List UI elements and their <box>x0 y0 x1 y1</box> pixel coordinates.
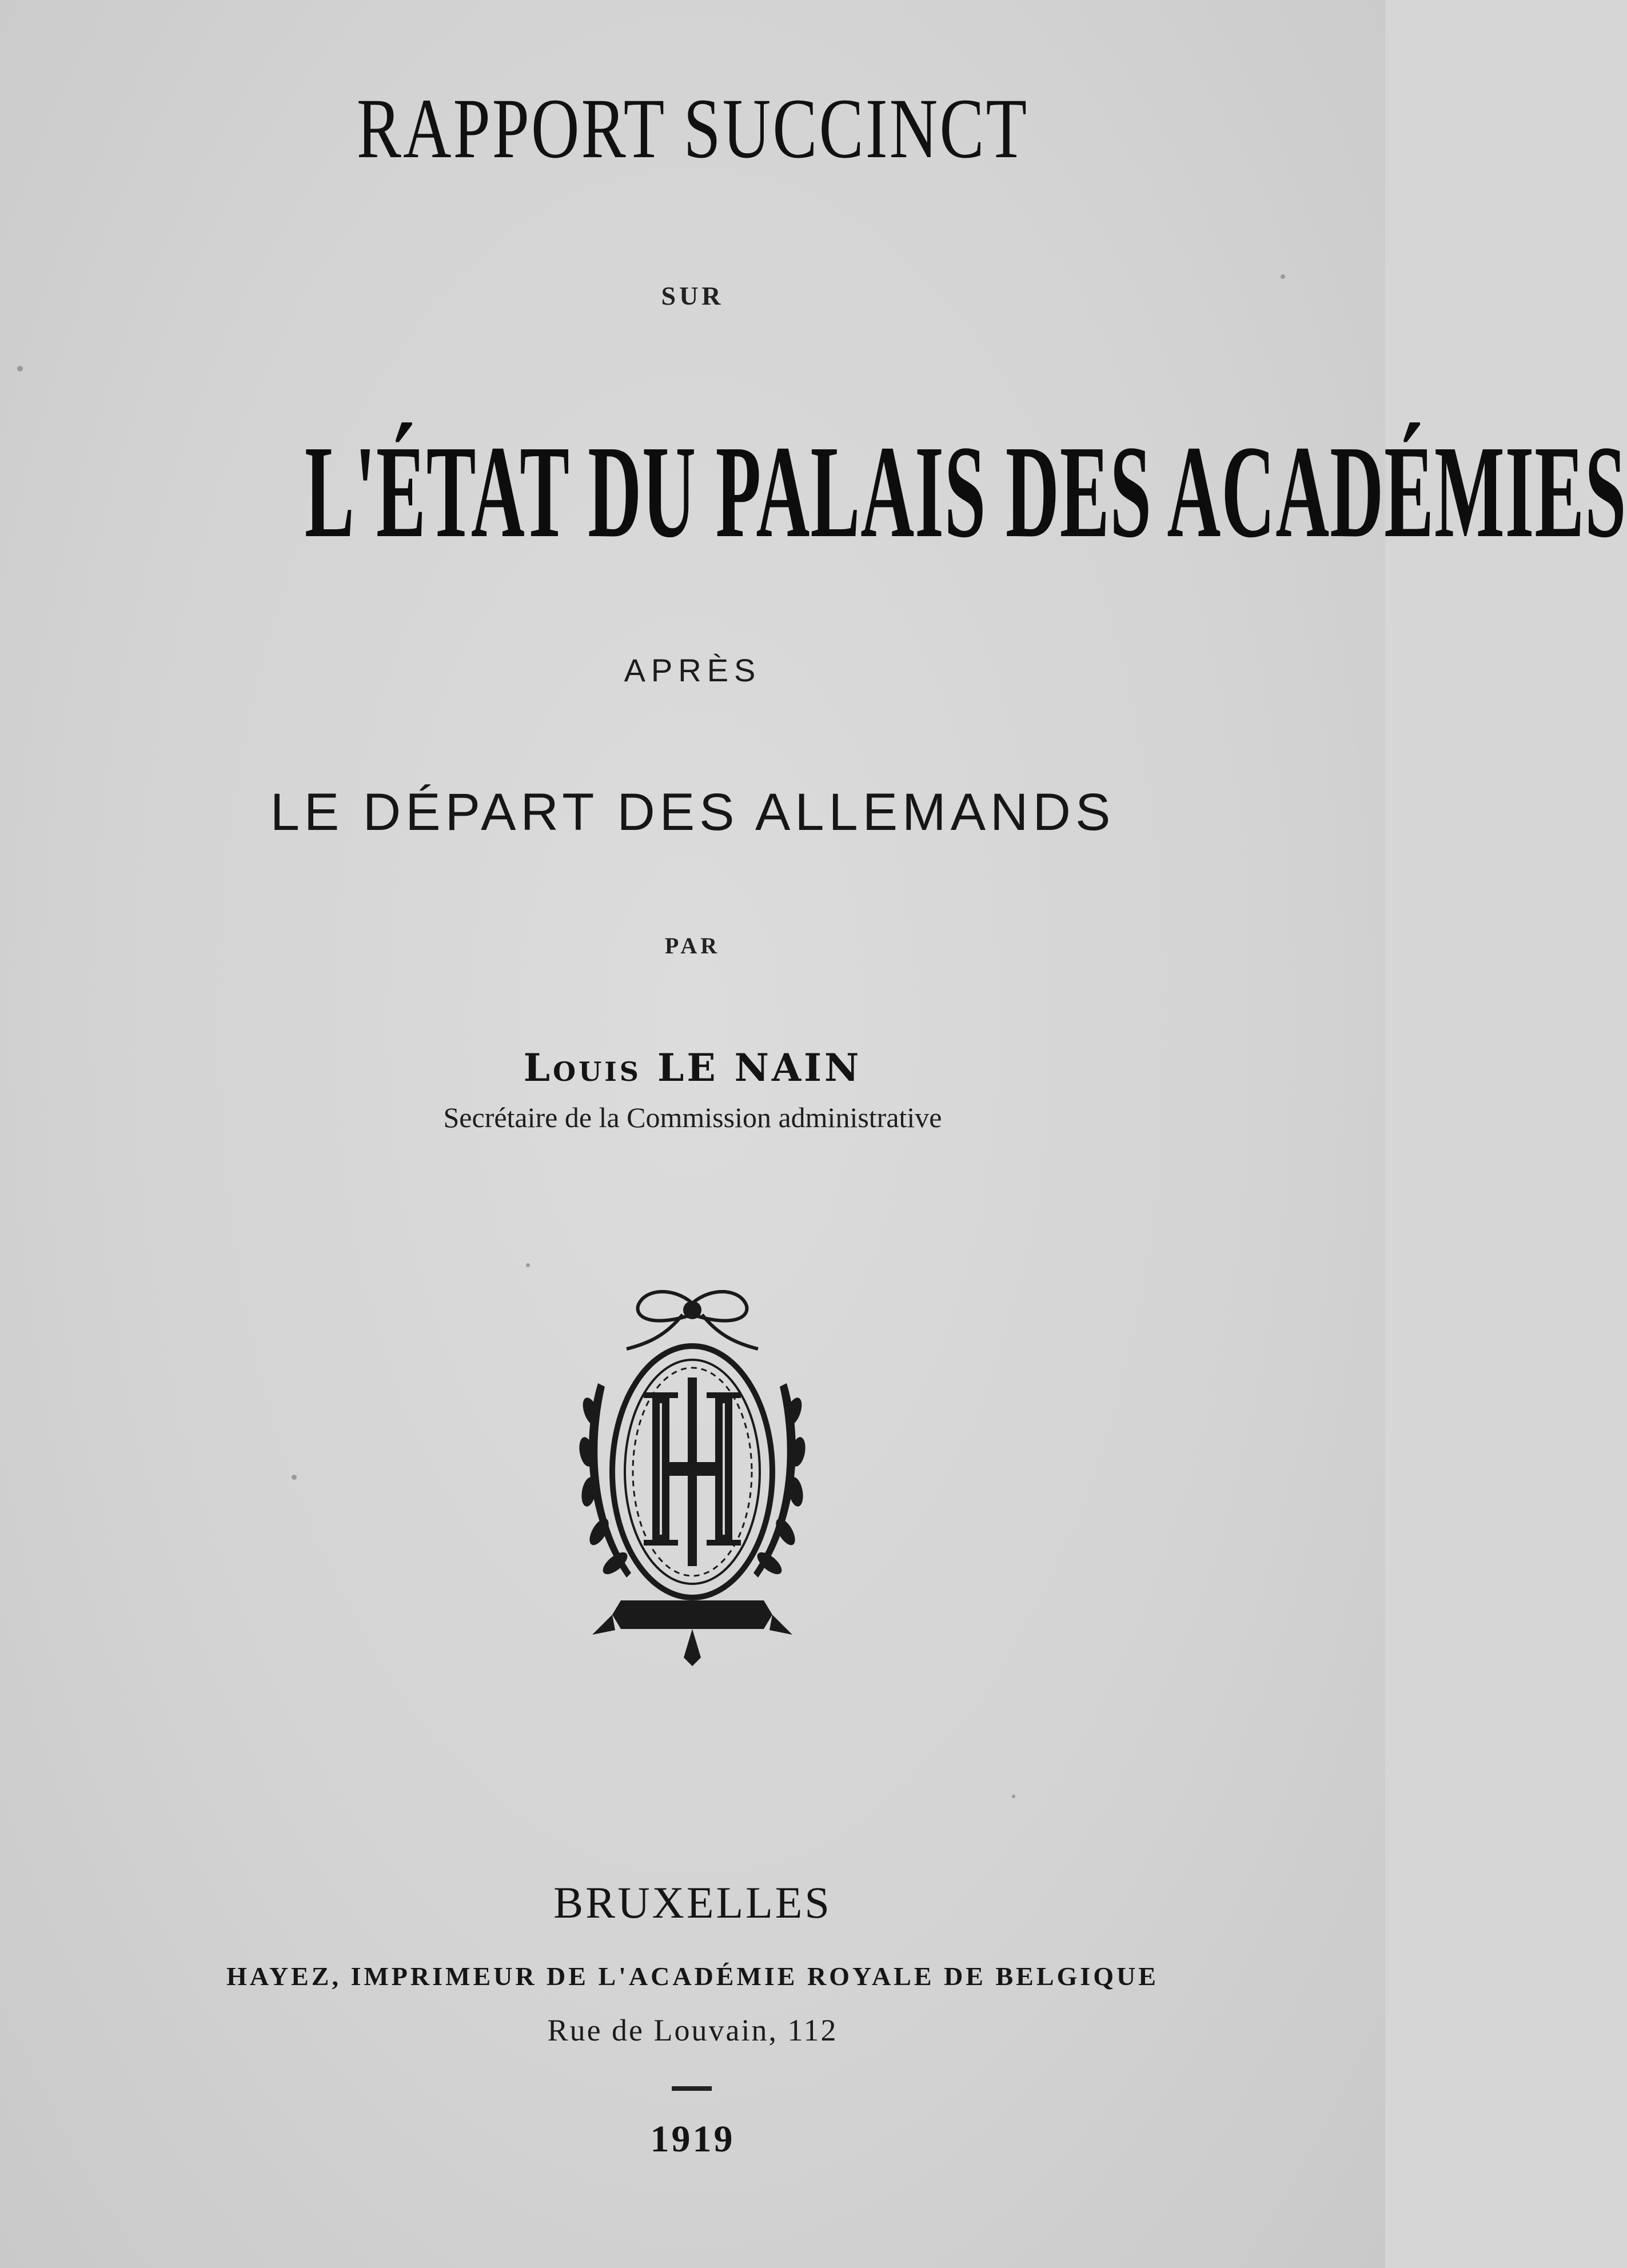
paper-speck <box>526 1263 530 1267</box>
author-last-name: LE NAIN <box>657 1045 862 1090</box>
author-first-name: Louis <box>523 1045 641 1090</box>
author-role: Secrétaire de la Commission administrative <box>443 1101 942 1133</box>
imprint-year: 1919 <box>650 2118 735 2160</box>
connector-sur: SUR <box>661 281 724 310</box>
imprint-city: BRUXELLES <box>553 1878 832 1927</box>
imprint-address: Rue de Louvain, 112 <box>547 2013 838 2047</box>
connector-par: PAR <box>664 933 721 959</box>
subtitle: LE DÉPART DES ALLEMANDS <box>270 783 1115 841</box>
academy-monogram-emblem-icon <box>558 1280 827 1669</box>
connector-apres: APRÈS <box>624 652 761 688</box>
paper-speck <box>1012 1795 1015 1798</box>
title-line-1: RAPPORT SUCCINCT <box>356 81 1029 176</box>
author-name <box>0 1045 1385 1090</box>
paper-speck <box>17 366 23 372</box>
paper-speck <box>292 1475 297 1480</box>
title-line-2: L'ÉTAT DU PALAIS DES ACADÉMIES <box>305 418 1627 565</box>
paper-speck <box>1281 274 1285 279</box>
imprint-printer: HAYEZ, IMPRIMEUR DE L'ACADÉMIE ROYALE DE BELGIQUE <box>226 1962 1159 1991</box>
separator-rule <box>672 2086 712 2091</box>
